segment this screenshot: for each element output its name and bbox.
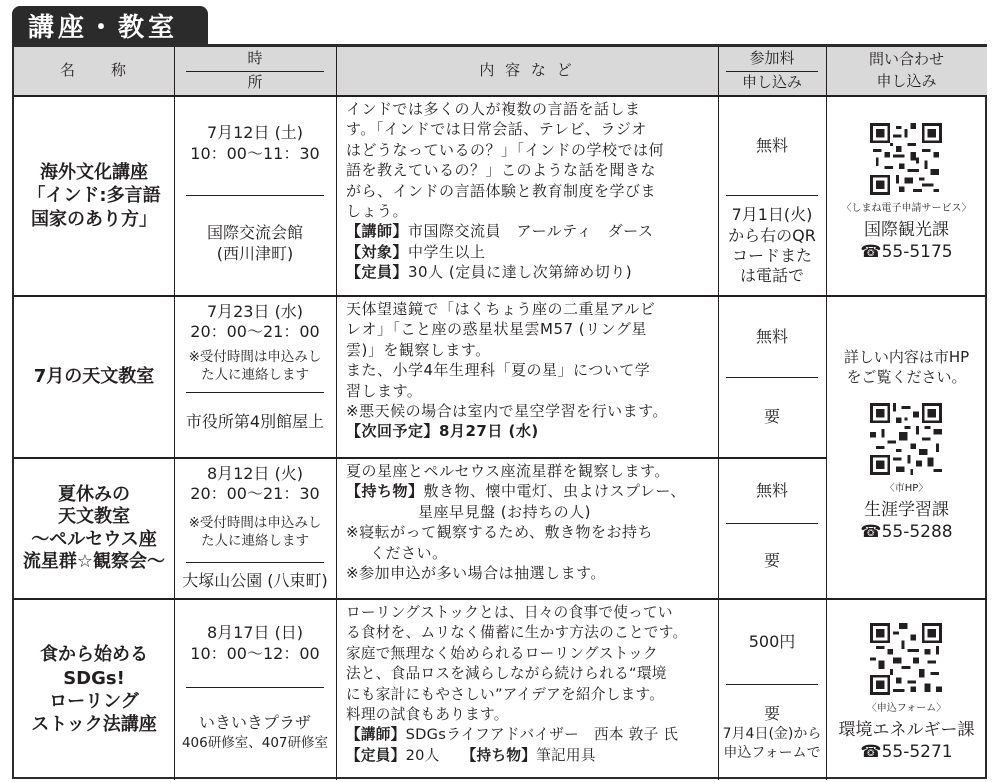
content-line: ローリングストックとは、日々の食事で使ってい xyxy=(346,604,673,621)
event-name-1 xyxy=(14,97,174,295)
bring-line-2: 星座早見盤 (お持ちの人) xyxy=(418,502,591,521)
note-line: ください。 xyxy=(370,543,448,562)
event-name-3 xyxy=(14,459,174,598)
content-line: 夏の星座とペルセウス座流星群を観察します。 xyxy=(346,462,670,480)
header-contact-2: 申し込み xyxy=(876,72,937,91)
contact-intro xyxy=(826,345,987,389)
event-name-line: ローリング xyxy=(49,691,139,712)
event-hours: 20：00～21：30 xyxy=(190,484,320,503)
event-apply-1 xyxy=(718,199,826,293)
next-label: 【次回予定】 xyxy=(346,422,440,441)
note-line: ※受付時間は申込みし xyxy=(188,514,322,531)
content-line: しょう。 xyxy=(346,202,409,221)
event-time-2 xyxy=(174,299,336,345)
event-content-3 xyxy=(346,461,714,583)
content-line: 料理の試食もあります。 xyxy=(346,706,509,724)
bring-label: 【持ち物】 xyxy=(346,482,424,501)
apply-line: から右のQR xyxy=(728,225,816,245)
event-place-line: 406研修室、407研修室 xyxy=(181,734,329,751)
event-date: 8月17日 (日) xyxy=(206,623,304,643)
fee-apply-rule-4 xyxy=(726,684,818,685)
capacity-items-line xyxy=(346,746,714,766)
note-line: た人に連絡します xyxy=(201,533,309,549)
bring-line xyxy=(346,481,714,501)
event-date: 8月12日 (火) xyxy=(206,464,304,483)
intro-line: 詳しい内容は市HP xyxy=(843,347,970,366)
header-content: 内 容 な ど xyxy=(479,61,575,80)
org-name: 環境エネルギー課 xyxy=(838,720,975,740)
note-line: ※参加申込が多い場合は抽選します。 xyxy=(346,564,606,583)
org-name: 生涯学習課 xyxy=(864,500,949,520)
event-name-line: SDGs! xyxy=(63,667,125,689)
items-value: 筆記用具 xyxy=(536,746,596,764)
content-line: 習します。 xyxy=(346,381,423,400)
apply-line: 申込フォームで xyxy=(723,744,821,761)
qr-code-icon[interactable] xyxy=(870,403,942,475)
time-place-rule-3 xyxy=(186,562,324,563)
event-fee-4: 500円 xyxy=(748,631,796,651)
content-line: インドでは多くの人が複数の言語を話しま xyxy=(346,100,641,118)
event-apply-2: 要 xyxy=(763,407,780,427)
content-line: す。「インドでは日常会話、テレビ、ラジオ xyxy=(346,120,647,139)
org-phone[interactable]: ☎55-5271 xyxy=(860,742,953,762)
event-content-4 xyxy=(346,603,714,766)
content-line: にも家計にもやさしい”アイデアを紹介します。 xyxy=(346,685,665,703)
event-note-2 xyxy=(174,345,336,387)
lecturer-line xyxy=(346,221,714,241)
event-place-3: 大塚山公園 (八束町) xyxy=(182,570,328,590)
content-line: 雲)」を観察します。 xyxy=(346,340,491,359)
contact-org-3 xyxy=(826,719,987,763)
header-place: 所 xyxy=(247,73,263,92)
event-hours: 10：00～11：30 xyxy=(190,144,320,163)
qr-caption: 〈申込フォーム〉 xyxy=(866,703,947,714)
lecturer-line xyxy=(346,725,714,745)
event-content-2 xyxy=(346,299,714,442)
lecturer-value: SDGsライフアドバイザー 西本 敦子 氏 xyxy=(405,726,679,744)
lecturer-label: 【講師】 xyxy=(346,726,406,744)
content-line: ※悪天候の場合は室内で星空学習を行います。 xyxy=(346,402,668,421)
header-name: 名 称 xyxy=(59,61,128,80)
next-value: 8月27日 (水) xyxy=(439,422,539,441)
event-place-line: いきいきプラザ xyxy=(198,713,311,733)
bring-value: 敷き物、懐中電灯、虫よけスプレー、 xyxy=(423,482,686,501)
content-line: 家庭で無理なく始められるローリングストック xyxy=(346,644,658,662)
items-label: 【持ち物】 xyxy=(461,746,537,764)
header-apply: 申し込み xyxy=(741,73,802,92)
event-apply-4 xyxy=(718,691,826,775)
capacity-label: 【定員】 xyxy=(346,746,406,764)
content-line: 法と、食品ロスを減らしながら続けられる“環境 xyxy=(346,665,667,683)
event-name-line: 天文教室 xyxy=(58,506,130,527)
event-name-line: 国家のあり方」 xyxy=(31,208,157,230)
event-fee-1: 無料 xyxy=(755,135,788,155)
target-label: 【対象】 xyxy=(346,242,409,261)
next-schedule-line xyxy=(346,421,714,441)
target-value: 中学生以上 xyxy=(408,242,486,261)
org-name: 国際観光課 xyxy=(864,220,949,240)
event-time-3 xyxy=(174,461,336,507)
event-date: 7月12日 (土) xyxy=(206,123,304,143)
apply-line: 要 xyxy=(763,704,780,724)
event-note-3 xyxy=(174,509,336,555)
capacity-line xyxy=(346,262,714,282)
target-line xyxy=(346,242,714,262)
qr-code-icon[interactable] xyxy=(870,623,942,695)
time-place-rule-2 xyxy=(186,392,324,393)
apply-line: コードまた xyxy=(731,246,812,265)
content-line: 語を教えているの？」このような話を聞きな xyxy=(346,161,657,180)
fee-apply-rule-1 xyxy=(726,195,818,196)
contact-rule-1 xyxy=(826,295,987,297)
content-line: がら、インドの言語体験と教育制度を学びま xyxy=(346,181,657,200)
event-place-4 xyxy=(174,707,336,757)
qr-caption: 〈市HP〉 xyxy=(884,483,929,494)
events-table xyxy=(12,44,987,779)
event-name-line: ～ペルセウス座 xyxy=(31,528,157,550)
event-name-4 xyxy=(14,600,174,780)
event-date: 7月23日 (水) xyxy=(206,302,304,321)
event-place-line: 国際交流会館 xyxy=(206,223,303,243)
content-line: はどうなっているの？」「インドの学校では何 xyxy=(346,140,665,159)
event-place-line: (西川津町) xyxy=(216,244,294,263)
content-line: また、小学4年生理科「夏の星」について学 xyxy=(346,361,651,380)
qr-code-icon[interactable] xyxy=(870,123,942,195)
apply-line: 7月4日(金)から xyxy=(722,725,822,742)
event-name-line: 食から始める xyxy=(40,644,148,666)
org-phone[interactable]: ☎55-5175 xyxy=(860,242,953,262)
note-line: ※寝転がって観察するため、敷き物をお持ち xyxy=(346,523,653,542)
contact-org-1 xyxy=(826,219,987,263)
content-line: 天体望遠鏡で「はくちょう座の二重星アルビ xyxy=(346,300,656,318)
event-hours: 20：00～21：00 xyxy=(190,322,320,341)
capacity-label: 【定員】 xyxy=(346,263,409,282)
col-rule-4 xyxy=(826,47,827,780)
event-content-1 xyxy=(346,99,714,283)
event-fee-2: 無料 xyxy=(755,326,788,346)
apply-line: 7月1日(火) xyxy=(731,205,813,225)
event-name-line: ストック法講座 xyxy=(31,714,157,736)
capacity-value: 20人 xyxy=(405,746,440,764)
header-contact-1: 問い合わせ xyxy=(868,50,944,69)
event-name-line: 夏休みの xyxy=(58,483,130,505)
event-time-4 xyxy=(174,619,336,669)
event-hours: 10：00～12：00 xyxy=(190,644,320,663)
intro-line: をご覧ください。 xyxy=(846,368,967,386)
event-fee-3: 無料 xyxy=(755,480,788,500)
qr-caption: 〈しまね電子申請サービス〉 xyxy=(841,203,972,214)
note-line: た人に連絡します xyxy=(201,367,309,383)
time-place-rule-1 xyxy=(186,195,324,196)
header-time: 時 xyxy=(247,49,263,68)
col-rule-2 xyxy=(336,47,337,780)
capacity-value: 30人 (定員に達し次第締め切り) xyxy=(408,263,633,282)
event-name-line: 海外文化講座 xyxy=(40,161,148,183)
lecturer-value: 市国際交流員 アールティ ダース xyxy=(408,222,654,241)
content-line: る食材を、ムリなく備蓄に生かす方法のことです。 xyxy=(346,624,688,642)
note-line: ※受付時間は申込みし xyxy=(188,348,322,365)
event-place-1 xyxy=(174,219,336,269)
event-apply-3: 要 xyxy=(763,550,780,570)
event-name-2: 7月の天文教室 xyxy=(33,366,155,388)
contact-rule-2 xyxy=(826,598,987,600)
header-fee: 参加料 xyxy=(749,49,795,68)
org-phone[interactable]: ☎55-5288 xyxy=(860,522,953,542)
lecturer-label: 【講師】 xyxy=(346,222,409,241)
apply-line: は電話で xyxy=(739,266,804,286)
event-name-line: 「インド:多言語 xyxy=(27,185,161,207)
content-line: レオ」「こと座の惑星状星雲M57 (リング星 xyxy=(346,320,647,339)
event-place-2: 市役所第4別館屋上 xyxy=(185,411,325,431)
contact-org-2 xyxy=(826,499,987,543)
event-time-1 xyxy=(174,119,336,169)
event-name-line: 流星群☆観察会～ xyxy=(22,551,166,572)
section-title: 講座・教室 xyxy=(12,6,208,44)
time-place-rule-4 xyxy=(186,687,324,688)
